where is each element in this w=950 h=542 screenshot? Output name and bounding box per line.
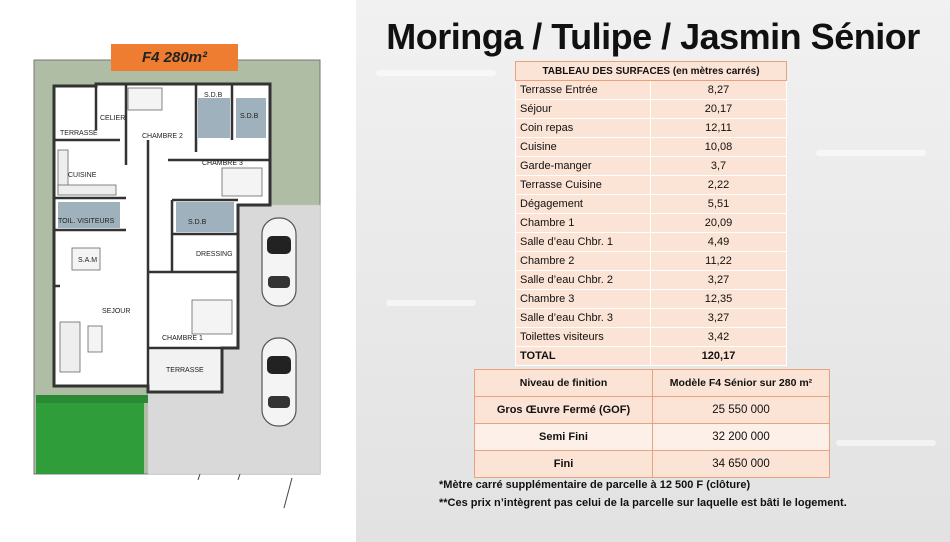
footnote-price-exclusion: **Ces prix n’intègrent pas celui de la parcelle sur laquelle est bâti le logement.: [439, 497, 847, 509]
lawn: [36, 402, 144, 474]
finish-price: 25 550 000: [653, 397, 830, 424]
surface-value: 12,35: [651, 290, 787, 309]
finish-level: Fini: [475, 451, 653, 478]
table-row: [475, 397, 830, 424]
label-terrasse: TERRASSE: [166, 367, 204, 374]
bed-chambre1: [192, 300, 232, 334]
surface-label: Séjour: [516, 100, 651, 119]
surface-value: 3,27: [651, 271, 787, 290]
surface-value: 4,49: [651, 233, 787, 252]
surface-value: 12,11: [651, 119, 787, 138]
table-row: [516, 176, 787, 195]
surface-value: 8,27: [651, 81, 787, 100]
table-row: [516, 290, 787, 309]
surface-badge: F4 280m²: [111, 44, 238, 71]
label-dressing: DRESSING: [196, 251, 233, 258]
total-value: 120,17: [651, 347, 787, 366]
table-row: [475, 451, 830, 478]
surfaces-table-header: TABLEAU DES SURFACES (en mètres carrés): [516, 62, 787, 81]
table-row: [516, 328, 787, 347]
surface-label: Salle d’eau Chbr. 2: [516, 271, 651, 290]
surface-label: Salle d’eau Chbr. 3: [516, 309, 651, 328]
surface-label: Cuisine: [516, 138, 651, 157]
surface-value: 3,27: [651, 309, 787, 328]
surface-label: Dégagement: [516, 195, 651, 214]
total-label: TOTAL: [516, 347, 651, 366]
finish-col-level: Niveau de finition: [475, 370, 653, 397]
bed-chambre3: [222, 168, 262, 196]
page-title: Moringa / Tulipe / Jasmin Sénior: [386, 16, 920, 57]
label-sejour: SEJOUR: [102, 308, 131, 315]
label-sdb2: S.D.B: [240, 113, 259, 120]
surface-label: Terrasse Entrée: [516, 81, 651, 100]
bed-chambre2: [128, 88, 162, 110]
sofa: [60, 322, 80, 372]
label-chambre2: CHAMBRE 2: [142, 133, 183, 140]
table-row: [516, 195, 787, 214]
label-chambre3: CHAMBRE 3: [202, 160, 243, 167]
label-terrasse-entree: TERRASSE: [60, 130, 98, 137]
table-row: [516, 157, 787, 176]
table-row: [516, 138, 787, 157]
surface-value: 3,7: [651, 157, 787, 176]
surface-label: Garde-manger: [516, 157, 651, 176]
table-row: [516, 271, 787, 290]
surface-label: Chambre 1: [516, 214, 651, 233]
finish-price: 34 650 000: [653, 451, 830, 478]
finish-col-model: Modèle F4 Sénior sur 280 m²: [653, 370, 830, 397]
car-top: [262, 218, 296, 306]
surface-label: Chambre 3: [516, 290, 651, 309]
table-row: [516, 214, 787, 233]
info-panel: [356, 0, 950, 542]
surface-value: 5,51: [651, 195, 787, 214]
footnote-parcel-price: *Mètre carré supplémentaire de parcelle à 12 500 F (clôture): [439, 479, 751, 491]
label-cuisine: CUISINE: [68, 172, 97, 179]
table-row: [516, 100, 787, 119]
floor-plan-panel: [0, 0, 356, 542]
label-sam: S.A.M: [78, 257, 98, 264]
surface-label: Chambre 2: [516, 252, 651, 271]
label-sdb1: S.D.B: [204, 92, 223, 99]
finish-price: 32 200 000: [653, 424, 830, 451]
table-row: [475, 424, 830, 451]
surface-label: Toilettes visiteurs: [516, 328, 651, 347]
surface-value: 20,17: [651, 100, 787, 119]
table-row: [516, 119, 787, 138]
table-row: [516, 309, 787, 328]
floor-plan: [0, 0, 356, 542]
surfaces-table: [515, 61, 787, 366]
surface-label: Coin repas: [516, 119, 651, 138]
surface-value: 10,08: [651, 138, 787, 157]
table-row: [516, 252, 787, 271]
surface-label: Terrasse Cuisine: [516, 176, 651, 195]
surface-label: Salle d’eau Chbr. 1: [516, 233, 651, 252]
label-toil-visiteurs: TOIL. VISITEURS: [58, 218, 115, 225]
label-sdb3: S.D.B: [188, 219, 207, 226]
table-row: [516, 233, 787, 252]
surface-value: 11,22: [651, 252, 787, 271]
finish-level: Gros Œuvre Fermé (GOF): [475, 397, 653, 424]
bathroom-tiles: [198, 98, 230, 138]
label-chambre1: CHAMBRE 1: [162, 335, 203, 342]
car-bottom: [262, 338, 296, 426]
finish-level: Semi Fini: [475, 424, 653, 451]
surface-value: 2,22: [651, 176, 787, 195]
total-row: [516, 347, 787, 366]
surface-value: 20,09: [651, 214, 787, 233]
label-celier: CELIER: [100, 115, 126, 122]
surface-value: 3,42: [651, 328, 787, 347]
finish-price-table: [474, 369, 830, 478]
table-row: [516, 81, 787, 100]
